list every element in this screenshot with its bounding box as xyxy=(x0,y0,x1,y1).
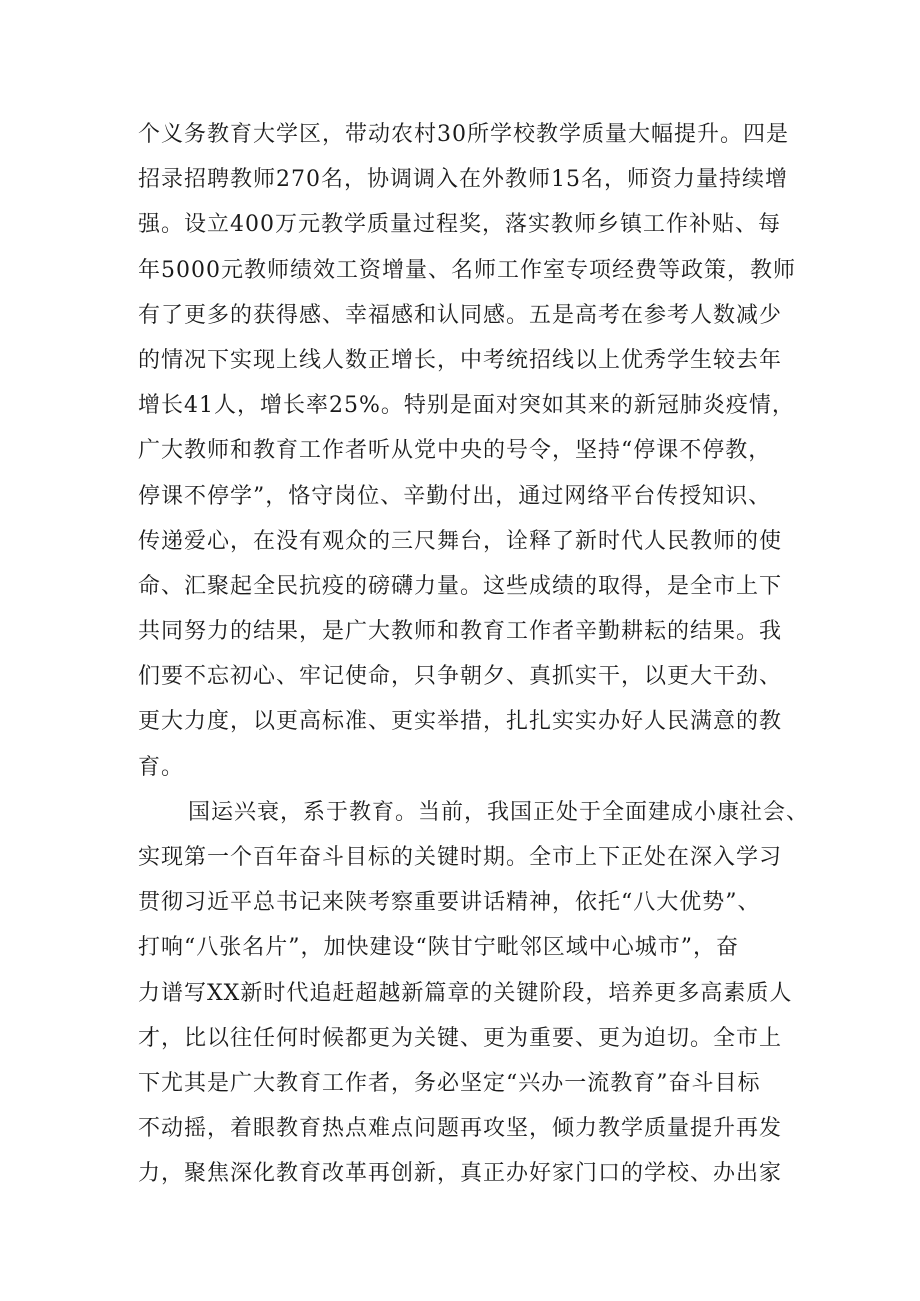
text-line: 强。设立400万元教学质量过程奖，落实教师乡镇工作补贴、每 xyxy=(138,212,781,238)
text-line: 共同努力的结果，是广大教师和教育工作者辛勤耕耘的结果。我 xyxy=(138,619,783,645)
text-line: 年5000元教师绩效工资增量、名师工作室专项经费等政策，教师 xyxy=(138,257,796,283)
text-line: 增长41人，增长率25%。特别是面对突如其来的新冠肺炎疫情， xyxy=(138,393,795,419)
text-line: 命、汇聚起全民抗疫的磅礴力量。这些成绩的取得，是全市上下 xyxy=(138,573,783,599)
text-line: 才，比以往任何时候都更为关键、更为重要、更为迫切。全市上 xyxy=(138,1025,783,1051)
text-line: 打响“八张名片”，加快建设“陕甘宁毗邻区域中心城市”，奋 xyxy=(138,935,739,961)
text-line: 育。 xyxy=(138,754,185,780)
text-line: 广大教师和教育工作者听从党中央的号令，坚持“停课不停教， xyxy=(138,438,772,464)
text-line: 力谱写XX新时代追赶超越新篇章的关键阶段，培养更多高素质人 xyxy=(138,980,793,1006)
text-line: 不动摇，着眼教育热点难点问题再攻坚，倾力教学质量提升再发 xyxy=(138,1116,783,1142)
text-line: 们要不忘初心、牢记使命，只争朝夕、真抓实干，以更大干劲、 xyxy=(138,664,783,690)
text-line: 贯彻习近平总书记来陕考察重要讲话精神，依托“八大优势”、 xyxy=(138,890,761,916)
text-line: 实现第一个百年奋斗目标的关键时期。全市上下正处在深入学习 xyxy=(138,845,783,870)
paragraph-first-line: 国运兴衰，系于教育。当前，我国正处于全面建成小康社会、 xyxy=(188,799,810,825)
body-text xyxy=(138,112,810,1197)
text-line: 传递爱心，在没有观众的三尺舞台，诠释了新时代人民教师的使 xyxy=(138,528,783,554)
text-line: 有了更多的获得感、幸福感和认同感。五是高考在参考人数减少 xyxy=(138,302,783,328)
text-line: 更大力度，以更高标准、更实举措，扎扎实实办好人民满意的教 xyxy=(138,709,783,735)
text-line: 下尤其是广大教育工作者，务必坚定“兴办一流教育”奋斗目标 xyxy=(138,1070,761,1096)
text-line: 招录招聘教师270名，协调调入在外教师15名，师资力量持续增 xyxy=(138,167,788,193)
text-line: 力，聚焦深化教育改革再创新，真正办好家门口的学校、办出家 xyxy=(138,1161,783,1187)
text-line: 停课不停学”，恪守岗位、辛勤付出，通过网络平台传授知识、 xyxy=(138,483,772,509)
text-line: 个义务教育大学区，带动农村30所学校教学质量大幅提升。四是 xyxy=(138,122,789,147)
text-line: 的情况下实现上线人数正增长，中考统招线以上优秀学生较去年 xyxy=(138,347,783,373)
